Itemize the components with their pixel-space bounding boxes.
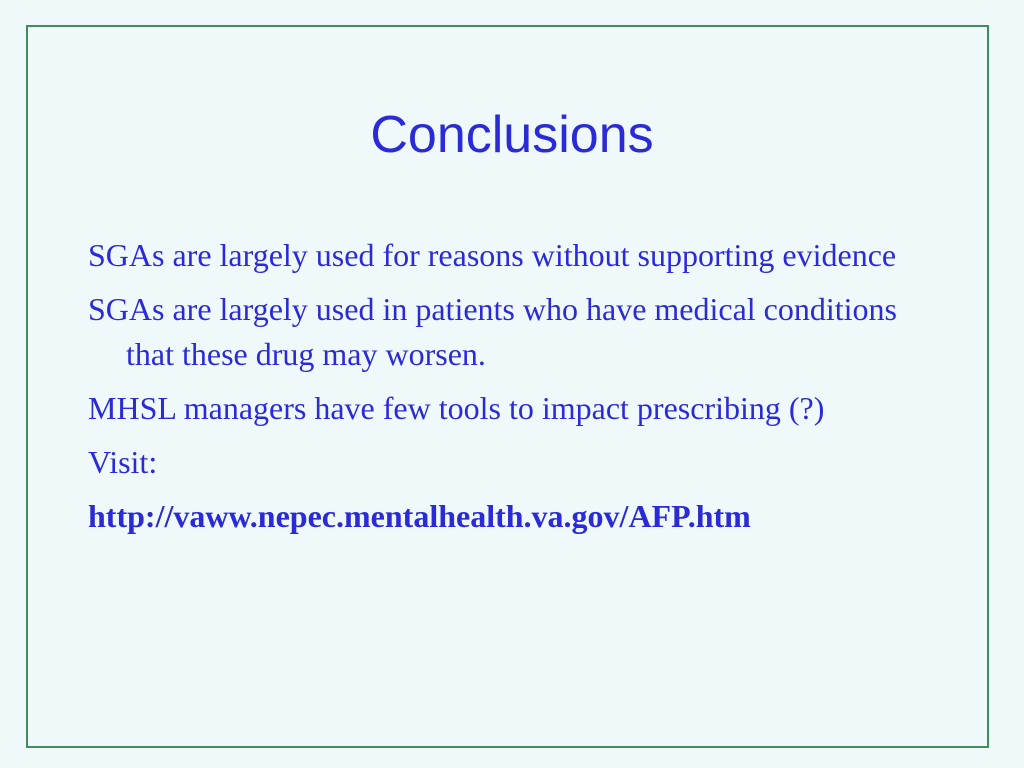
bullet-point: MHSL managers have few tools to impact prescribing (?) [88,390,825,426]
slide-body [88,233,938,539]
bullet-point: Visit: [88,444,158,480]
slide-title: Conclusions [370,106,654,164]
bullet-point: SGAs are largely used for reasons without supporting evidence [88,237,897,273]
visit-url[interactable]: http://vaww.nepec.mentalhealth.va.gov/AFP.htm [88,498,751,534]
bullet-point: SGAs are largely used in patients who have medical conditions that these drug may worsen. [88,291,897,372]
